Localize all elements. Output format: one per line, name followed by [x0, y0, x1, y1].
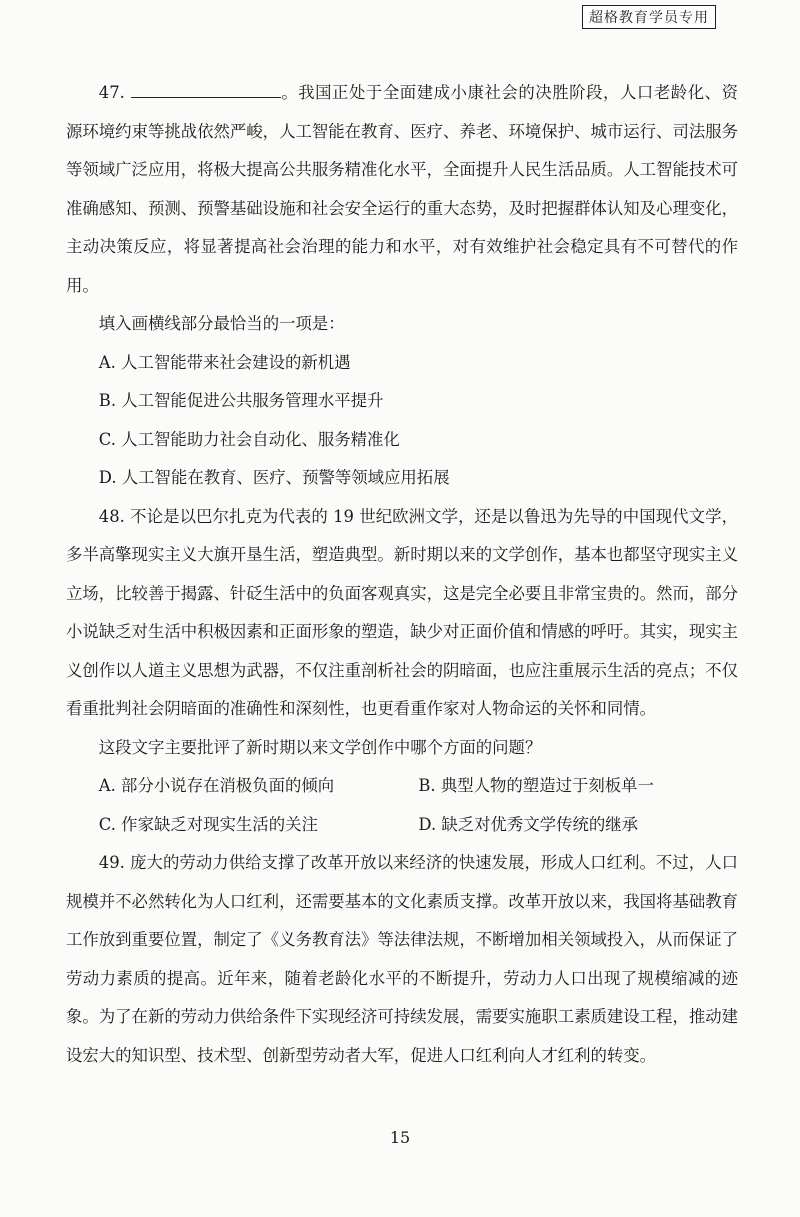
q48-options-row-2	[66, 806, 738, 845]
q48-options-row-1	[66, 767, 738, 806]
q48-option-d: D. 缺乏对优秀文学传统的继承	[418, 814, 639, 834]
q47-option-a: A. 人工智能带来社会建设的新机遇	[98, 352, 351, 372]
q47-option-c: C. 人工智能助力社会自动化、服务精准化	[98, 429, 400, 449]
question-47-text: 。我国正处于全面建成小康社会的决胜阶段，人口老龄化、资源环境约束等挑战依然严峻，人工智能在教育、医疗、养老、环境保护、城市运行、司法服务等领域广泛应用，将极大提高公共服务精准化水平，全面提升人民生活品质。人工智能技术可准确感知、预测、预警基础设施和社会安全运行的重大态势，及时把握群体认知及心理变化，主动决策反应，将显著提高社会治理的能力和水平，对有效维护社会稳定具有不可替代的作用。	[66, 83, 739, 295]
q48-option-a: A. 部分小说存在消极负面的倾向	[98, 776, 335, 795]
page-number: 15	[389, 1128, 411, 1147]
question-47-number: 47.	[98, 83, 125, 102]
question-47	[66, 74, 738, 305]
watermark-stamp: 超格教育学员专用	[582, 5, 716, 29]
question-48-prompt: 这段文字主要批评了新时期以来文学创作中哪个方面的问题？	[98, 737, 542, 757]
q47-option-b: B. 人工智能促进公共服务管理水平提升	[98, 391, 384, 410]
fill-in-blank	[131, 79, 281, 98]
question-48-text: 48. 不论是以巴尔扎克为代表的 19 世纪欧洲文学，还是以鲁迅为先导的中国现代文学，多半高擎现实主义大旗开垦生活，塑造典型。新时期以来的文学创作，基本也都坚守现实主义立场，比较善于揭露、针砭生活中的负面客观真实，这是完全必要且非常宝贵的。然而，部分小说缺乏对生活中积极因素和正面形象的塑造，缺少对正面价值和情感的呼吁。其实，现实主义创作以人道主义思想为武器，不仅注重剖析社会的阴暗面，也应注重展示生活的亮点；不仅看重批判社会阴暗面的准确性和深刻性，也更看重作家对人物命运的关怀和同情。	[66, 506, 739, 718]
page-content	[66, 74, 738, 1075]
question-47-prompt: 填入画横线部分最恰当的一项是：	[98, 314, 345, 333]
q47-option-d: D. 人工智能在教育、医疗、预警等领域应用拓展	[98, 468, 450, 487]
question-49-text: 49. 庞大的劳动力供给支撑了改革开放以来经济的快速发展，形成人口红利。不过，人口规模并不必然转化为人口红利，还需要基本的文化素质支撑。改革开放以来，我国将基础教育工作放到重要位置，制定了《义务教育法》等法律法规，不断增加相关领域投入，从而保证了劳动力素质的提高。近年来，随着老龄化水平的不断提升，劳动力人口出现了规模缩减的迹象。为了在新的劳动力供给条件下实现经济可持续发展，需要实施职工素质建设工程，推动建设宏大的知识型、技术型、创新型劳动者大军，促进人口红利向人才红利的转变。	[66, 853, 739, 1065]
q48-option-b: B. 典型人物的塑造过于刻板单一	[418, 776, 654, 795]
q48-option-c: C. 作家缺乏对现实生活的关注	[98, 814, 318, 834]
